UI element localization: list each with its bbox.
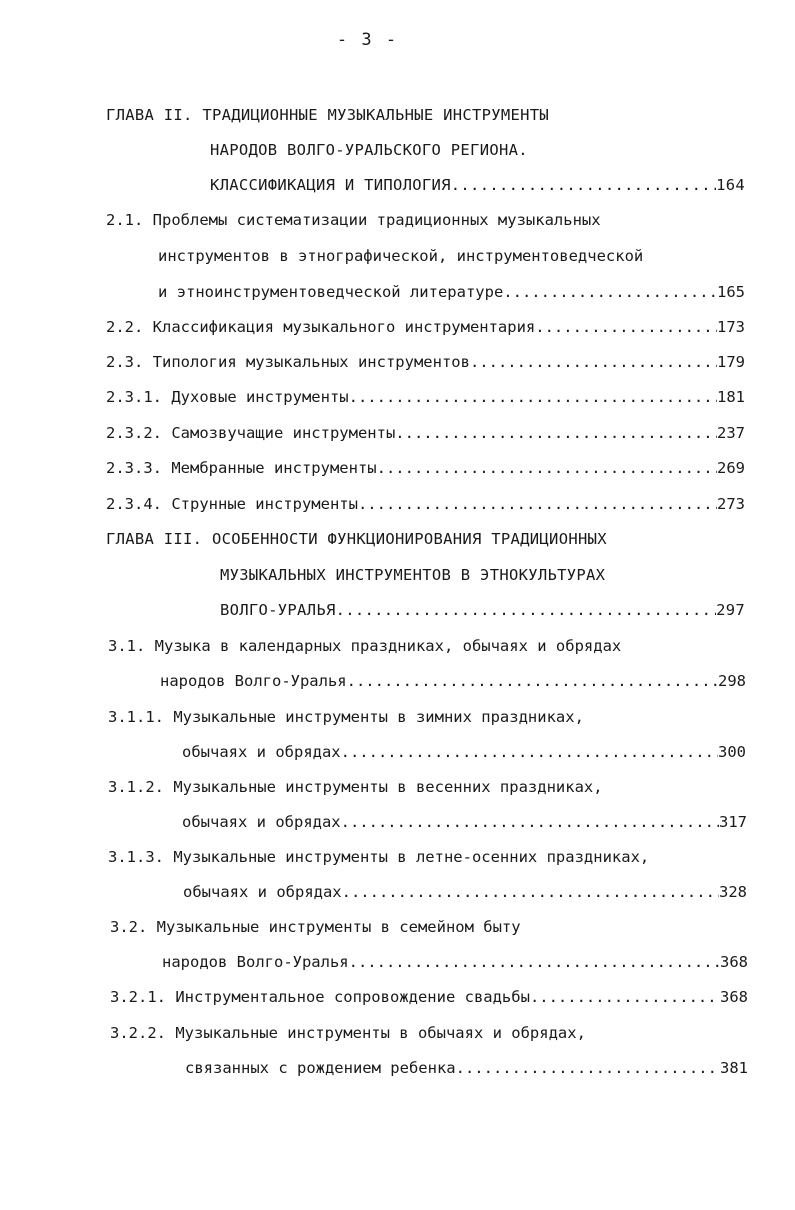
entry-page: 328 [719, 883, 747, 901]
entry-last-line [182, 741, 746, 763]
entry-page: 300 [718, 743, 746, 761]
section-2-3-4 [106, 493, 745, 515]
section-2-3-3 [106, 457, 745, 479]
leader-dots [451, 174, 716, 196]
entry-text: 3.2.1. Инструментальное сопровождение свадьбы [110, 988, 530, 1006]
section-2-3 [106, 351, 745, 373]
entry-text-line: 2.1. Проблемы систематизации традиционных музыкальных [106, 211, 601, 229]
entry-text: обычаях и обрядах [182, 743, 341, 761]
leader-dots [347, 670, 718, 692]
leader-dots [377, 457, 717, 479]
leader-dots [341, 811, 719, 833]
entry-page: 165 [717, 283, 745, 301]
entry-text-line: 3.1. Музыка в календарных праздниках, обычаях и обрядах [108, 637, 622, 655]
entry-page: 317 [719, 813, 747, 831]
chapter-2-title-line-2: НАРОДОВ ВОЛГО-УРАЛЬСКОГО РЕГИОНА. [210, 141, 528, 159]
section-2-3-1 [106, 386, 745, 408]
leader-dots [349, 951, 720, 973]
entry-text: связанных с рождением ребенка [185, 1059, 456, 1077]
entry-text-line: 3.2. Музыкальные инструменты в семейном быту [110, 918, 521, 936]
leader-dots [530, 986, 720, 1008]
leader-dots [503, 281, 717, 303]
entry-text: народов Волго-Уралья [162, 953, 349, 971]
section-3-2-1 [110, 986, 748, 1008]
entry-last-line [183, 881, 747, 903]
entry-page: 164 [716, 176, 745, 194]
entry-last-line [185, 1057, 748, 1079]
leader-dots [341, 741, 718, 763]
entry-last-line [158, 281, 745, 303]
entry-text: обычаях и обрядах [183, 883, 342, 901]
entry-text-line: 3.1.1. Музыкальные инструменты в зимних праздниках, [108, 708, 584, 726]
entry-page: 381 [720, 1059, 748, 1077]
entry-page: 269 [717, 459, 745, 477]
leader-dots [336, 599, 717, 621]
entry-text: 2.3.2. Самозвучащие инструменты [106, 424, 396, 442]
leader-dots [358, 493, 717, 515]
entry-last-line [160, 670, 746, 692]
entry-text: 2.3.1. Духовые инструменты [106, 388, 349, 406]
section-2-3-2 [106, 422, 745, 444]
entry-page: 298 [718, 672, 746, 690]
entry-last-line [162, 951, 748, 973]
leader-dots [395, 422, 717, 444]
entry-text-line: инструментов в этнографической, инструментоведческой [158, 247, 644, 265]
entry-page: 368 [720, 988, 748, 1006]
entry-text-line: 3.1.3. Музыкальные инструменты в летне-осенних праздниках, [108, 848, 650, 866]
page-number: - 3 - [336, 30, 399, 50]
leader-dots [456, 1057, 720, 1079]
chapter-3-title-line-2: МУЗЫКАЛЬНЫХ ИНСТРУМЕНТОВ В ЭТНОКУЛЬТУРАХ [220, 566, 606, 584]
entry-text-line: 3.1.2. Музыкальные инструменты в весенних праздниках, [108, 778, 603, 796]
chapter-2-title-line-3 [210, 174, 745, 196]
entry-text: 2.3.3. Мембранные инструменты [106, 459, 377, 477]
entry-text: 2.2. Классификация музыкального инструментария [106, 318, 536, 336]
entry-page: 273 [717, 495, 745, 513]
entry-text: обычаях и обрядах [182, 813, 341, 831]
leader-dots [535, 316, 717, 338]
entry-text: 2.3.4. Струнные инструменты [106, 495, 358, 513]
entry-page: 368 [720, 953, 748, 971]
chapter-3-title-line-1: ГЛАВА III. ОСОБЕННОСТИ ФУНКЦИОНИРОВАНИЯ ТРАДИЦИОННЫХ [106, 530, 607, 548]
entry-last-line [182, 811, 747, 833]
entry-text-line: 3.2.2. Музыкальные инструменты в обычаях и обрядах, [110, 1024, 586, 1042]
entry-page: 297 [716, 601, 745, 619]
leader-dots [349, 386, 717, 408]
entry-text: ВОЛГО-УРАЛЬЯ [220, 601, 336, 619]
entry-text: и этноинструментоведческой литературе [158, 283, 504, 301]
entry-page: 179 [717, 353, 745, 371]
entry-page: 181 [717, 388, 745, 406]
entry-text: народов Волго-Уралья [160, 672, 347, 690]
entry-text: 2.3. Типология музыкальных инструментов [106, 353, 470, 371]
leader-dots [470, 351, 717, 373]
chapter-2-title-line-1: ГЛАВА II. ТРАДИЦИОННЫЕ МУЗЫКАЛЬНЫЕ ИНСТРУМЕНТЫ [106, 106, 550, 124]
entry-page: 237 [717, 424, 745, 442]
entry-page: 173 [717, 318, 745, 336]
leader-dots [342, 881, 719, 903]
chapter-3-title-line-3 [220, 599, 745, 621]
section-2-2 [106, 316, 745, 338]
entry-text: КЛАССИФИКАЦИЯ И ТИПОЛОГИЯ [210, 176, 451, 194]
